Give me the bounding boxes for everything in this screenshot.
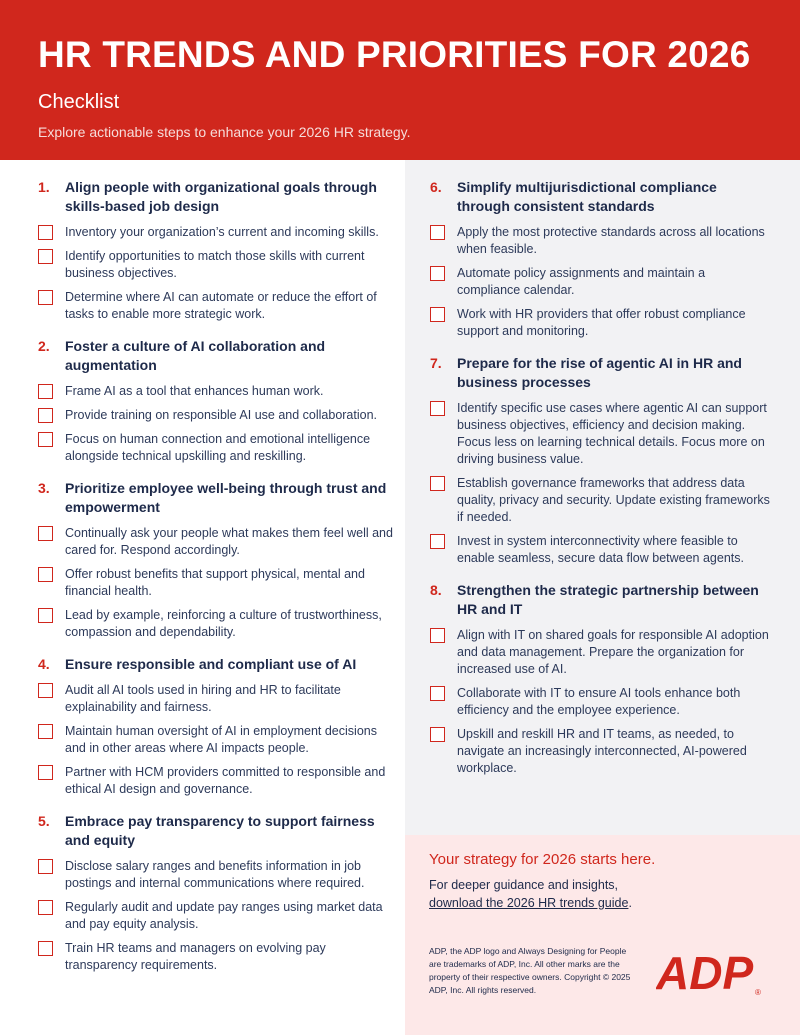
checkbox[interactable] bbox=[430, 476, 445, 491]
checkbox[interactable] bbox=[38, 683, 53, 698]
cta-heading: Your strategy for 2026 starts here. bbox=[429, 851, 656, 868]
checkbox[interactable] bbox=[430, 727, 445, 742]
section-heading bbox=[430, 581, 770, 619]
page-title: HR TRENDS AND PRIORITIES FOR 2026 bbox=[38, 34, 751, 75]
checklist-item-text: Train HR teams and managers on evolving pay transparency requirements. bbox=[65, 941, 326, 972]
checklist-item bbox=[38, 682, 393, 716]
checklist-item bbox=[38, 431, 393, 465]
section-heading bbox=[38, 812, 393, 850]
checklist-item-text: Offer robust benefits that support physical, mental and financial health. bbox=[65, 567, 365, 598]
checklist-item bbox=[430, 224, 770, 258]
checkbox[interactable] bbox=[38, 249, 53, 264]
checkbox[interactable] bbox=[430, 266, 445, 281]
section-title: Foster a culture of AI collaboration and augmentation bbox=[65, 338, 326, 373]
checklist-item bbox=[430, 726, 770, 777]
checklist-item bbox=[430, 533, 770, 567]
checklist-item bbox=[38, 289, 393, 323]
checklist-item-text: Disclose salary ranges and benefits information in job postings and internal communications where required. bbox=[65, 859, 365, 890]
checklist-item bbox=[38, 224, 393, 241]
checkbox[interactable] bbox=[38, 608, 53, 623]
cta-block bbox=[429, 851, 769, 912]
section-title: Strengthen the strategic partnership between HR and IT bbox=[457, 582, 759, 617]
checkbox[interactable] bbox=[38, 408, 53, 423]
checklist-item-text: Establish governance frameworks that address data quality, privacy and security. Update existing frameworks if needed. bbox=[457, 476, 770, 524]
checklist-section bbox=[38, 479, 393, 641]
checklist-item bbox=[430, 685, 770, 719]
checkbox[interactable] bbox=[38, 724, 53, 739]
left-checklist-column bbox=[38, 178, 393, 988]
section-title: Ensure responsible and compliant use of AI bbox=[65, 656, 357, 672]
checklist-item-text: Determine where AI can automate or reduce the effort of tasks to enable more strategic work. bbox=[65, 290, 377, 321]
section-number: 6. bbox=[430, 179, 442, 195]
adp-logo-text: ADP bbox=[656, 947, 754, 997]
checkbox[interactable] bbox=[38, 384, 53, 399]
checklist-item-text: Align with IT on shared goals for responsible AI adoption and data management. Prepare the organization for increased use of AI. bbox=[457, 628, 769, 676]
checkbox[interactable] bbox=[430, 307, 445, 322]
legal-notice: ADP, the ADP logo and Always Designing for People are trademarks of ADP, Inc. All other marks are the property of their respective owners. Copyright © 2025 ADP, Inc. All rights reserved. bbox=[429, 946, 631, 995]
section-number: 8. bbox=[430, 582, 442, 598]
section-number: 2. bbox=[38, 338, 50, 354]
checklist-item-text: Provide training on responsible AI use and collaboration. bbox=[65, 408, 378, 422]
section-number: 4. bbox=[38, 656, 50, 672]
checkbox[interactable] bbox=[430, 628, 445, 643]
section-heading bbox=[430, 354, 770, 392]
checklist-item bbox=[430, 627, 770, 678]
checklist-item-text: Collaborate with IT to ensure AI tools enhance both efficiency and the employee experience. bbox=[457, 686, 741, 717]
checklist-item-text: Lead by example, reinforcing a culture of trustworthiness, compassion and dependability. bbox=[65, 608, 382, 639]
section-heading bbox=[38, 479, 393, 517]
checkbox[interactable] bbox=[430, 686, 445, 701]
section-title: Simplify multijurisdictional compliance through consistent standards bbox=[457, 179, 717, 214]
header-banner bbox=[0, 0, 800, 160]
checklist-item bbox=[38, 525, 393, 559]
checklist-item-text: Identify opportunities to match those skills with current business objectives. bbox=[65, 249, 365, 280]
section-number: 5. bbox=[38, 813, 50, 829]
checklist-item-text: Regularly audit and update pay ranges using market data and pay equity analysis. bbox=[65, 900, 383, 931]
checklist-item bbox=[38, 940, 393, 974]
checklist-item-text: Partner with HCM providers committed to responsible and ethical AI design and governance. bbox=[65, 765, 386, 796]
checklist-section bbox=[430, 354, 770, 567]
checkbox[interactable] bbox=[430, 401, 445, 416]
checklist-item-text: Inventory your organization’s current and incoming skills. bbox=[65, 225, 379, 239]
checklist-item bbox=[430, 475, 770, 526]
section-title: Prioritize employee well-being through trust and empowerment bbox=[65, 480, 387, 515]
checkbox[interactable] bbox=[38, 290, 53, 305]
checklist-item bbox=[430, 400, 770, 468]
checklist-item-text: Maintain human oversight of AI in employment decisions and in other areas where AI impacts people. bbox=[65, 724, 377, 755]
section-title: Align people with organizational goals through skills-based job design bbox=[65, 179, 377, 214]
section-title: Embrace pay transparency to support fairness and equity bbox=[65, 813, 375, 848]
section-heading bbox=[38, 337, 393, 375]
checklist-item bbox=[38, 383, 393, 400]
section-title: Prepare for the rise of agentic AI in HR and business processes bbox=[457, 355, 742, 390]
right-checklist-column bbox=[430, 178, 770, 791]
checkbox[interactable] bbox=[38, 225, 53, 240]
checklist-section bbox=[430, 581, 770, 777]
checkbox[interactable] bbox=[38, 859, 53, 874]
section-number: 1. bbox=[38, 179, 50, 195]
checkbox[interactable] bbox=[38, 765, 53, 780]
checklist-item bbox=[430, 265, 770, 299]
checklist-section bbox=[38, 337, 393, 465]
section-heading bbox=[38, 178, 393, 216]
section-number: 3. bbox=[38, 480, 50, 496]
checklist-item bbox=[38, 248, 393, 282]
checklist-item-text: Automate policy assignments and maintain a compliance calendar. bbox=[457, 266, 706, 297]
cta-link-suffix: . bbox=[628, 896, 632, 910]
checklist-item bbox=[38, 607, 393, 641]
page-tagline: Explore actionable steps to enhance your 2026 HR strategy. bbox=[38, 124, 411, 140]
checklist-section bbox=[430, 178, 770, 340]
checklist-item-text: Frame AI as a tool that enhances human work. bbox=[65, 384, 324, 398]
checkbox[interactable] bbox=[430, 225, 445, 240]
checkbox[interactable] bbox=[38, 567, 53, 582]
checklist-item bbox=[38, 723, 393, 757]
checklist-section bbox=[38, 178, 393, 323]
checklist-item-text: Invest in system interconnectivity where feasible to enable seamless, secure data flow between agents. bbox=[457, 534, 744, 565]
checkbox[interactable] bbox=[430, 534, 445, 549]
checklist-item bbox=[430, 306, 770, 340]
download-guide-link[interactable]: download the 2026 HR trends guide bbox=[429, 896, 629, 910]
checklist-item-text: Audit all AI tools used in hiring and HR to facilitate explainability and fairness. bbox=[65, 683, 341, 714]
checklist-item bbox=[38, 407, 393, 424]
checkbox[interactable] bbox=[38, 526, 53, 541]
checklist-item-text: Upskill and reskill HR and IT teams, as needed, to navigate an increasingly interconnected, AI-powered workplace. bbox=[457, 727, 747, 775]
adp-registered-mark: ® bbox=[755, 988, 761, 997]
checkbox[interactable] bbox=[38, 941, 53, 956]
checklist-item bbox=[38, 858, 393, 892]
checklist-item bbox=[38, 899, 393, 933]
checklist-item-text: Continually ask your people what makes them feel well and cared for. Respond accordingly. bbox=[65, 526, 393, 557]
cta-text: For deeper guidance and insights, bbox=[429, 878, 619, 892]
section-heading bbox=[430, 178, 770, 216]
checklist-item-text: Work with HR providers that offer robust compliance support and monitoring. bbox=[457, 307, 746, 338]
checklist-item bbox=[38, 764, 393, 798]
adp-logo bbox=[656, 945, 766, 997]
checkbox[interactable] bbox=[38, 900, 53, 915]
checklist-item bbox=[38, 566, 393, 600]
checklist-item-text: Focus on human connection and emotional intelligence alongside technical upskilling and reskilling. bbox=[65, 432, 371, 463]
section-number: 7. bbox=[430, 355, 442, 371]
page-subtitle: Checklist bbox=[38, 91, 120, 113]
checkbox[interactable] bbox=[38, 432, 53, 447]
section-heading bbox=[38, 655, 393, 674]
checklist-section bbox=[38, 655, 393, 798]
checklist-item-text: Identify specific use cases where agentic AI can support business objectives, efficiency and decision making. Focus less on learning technical details. Focus more on driving business value. bbox=[457, 401, 767, 466]
checklist-item-text: Apply the most protective standards across all locations when feasible. bbox=[457, 225, 765, 256]
checklist-section bbox=[38, 812, 393, 974]
